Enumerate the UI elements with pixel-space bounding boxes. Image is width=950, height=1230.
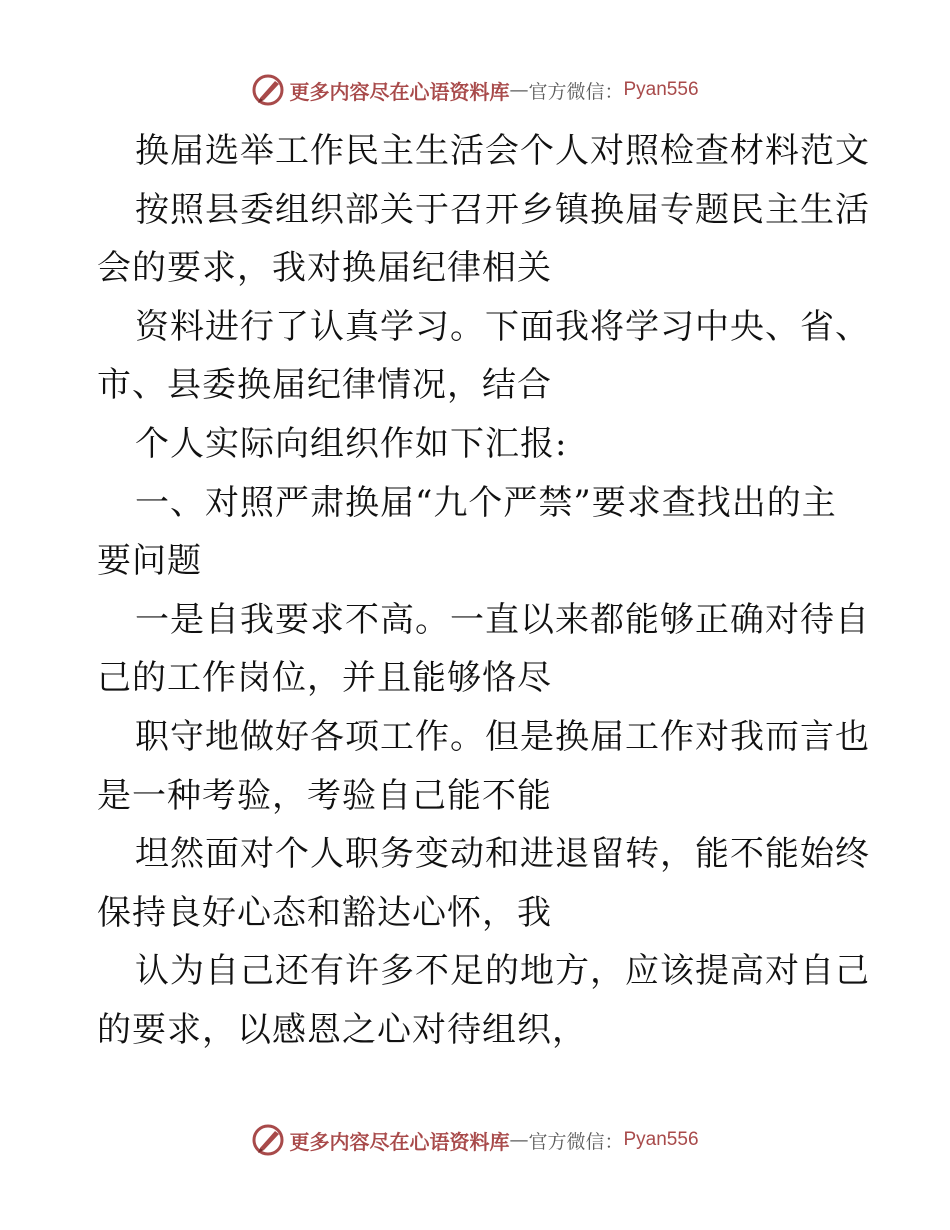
pen-logo-icon <box>251 73 285 107</box>
paragraph-line: 按照县委组织部关于召开乡镇换届专题民主生活 <box>135 189 870 230</box>
paragraph-line: 的要求，以感恩之心对待组织， <box>97 1009 587 1050</box>
footer-banner <box>0 1120 950 1160</box>
footer-wechat-label: 官方微信： <box>528 1130 624 1153</box>
header-wechat-label: 官方微信： <box>528 80 624 103</box>
pen-logo-icon <box>251 1123 285 1157</box>
paragraph-line: 认为自己还有许多不足的地方，应该提高对自己 <box>135 951 870 992</box>
footer-brand: 更多内容尽在心语资料库 <box>289 1129 510 1154</box>
section-heading: 一、对照严肃换届“九个严禁”要求查找出的主 <box>135 482 837 523</box>
header-banner <box>0 70 950 110</box>
paragraph-line: 职守地做好各项工作。但是换届工作对我而言也 <box>135 716 870 757</box>
footer-dash: — <box>509 1129 529 1151</box>
document-body <box>97 122 870 1060</box>
paragraph-line: 个人实际向组织作如下汇报: <box>135 423 568 464</box>
paragraph-line: 一是自我要求不高。一直以来都能够正确对待自 <box>135 599 870 640</box>
section-heading: 要问题 <box>97 541 202 582</box>
paragraph-line: 会的要求，我对换届纪律相关 <box>97 248 552 289</box>
paragraph-line: 坦然面对个人职务变动和进退留转，能不能始终 <box>135 834 870 875</box>
paragraph-line: 资料进行了认真学习。下面我将学习中央、省、 <box>135 306 870 347</box>
footer-wechat-id: Pyan556 <box>623 1129 699 1150</box>
paragraph-line: 市、县委换届纪律情况，结合 <box>97 365 552 406</box>
document-title: 换届选举工作民主生活会个人对照检查材料范文 <box>135 131 870 171</box>
header-dash: — <box>509 79 529 101</box>
paragraph-line: 是一种考验，考验自己能不能 <box>97 775 552 816</box>
paragraph-line: 己的工作岗位，并且能够恪尽 <box>97 658 552 699</box>
header-wechat-id: Pyan556 <box>623 79 699 100</box>
header-brand: 更多内容尽在心语资料库 <box>289 79 510 104</box>
paragraph-line: 保持良好心态和豁达心怀，我 <box>97 892 552 933</box>
